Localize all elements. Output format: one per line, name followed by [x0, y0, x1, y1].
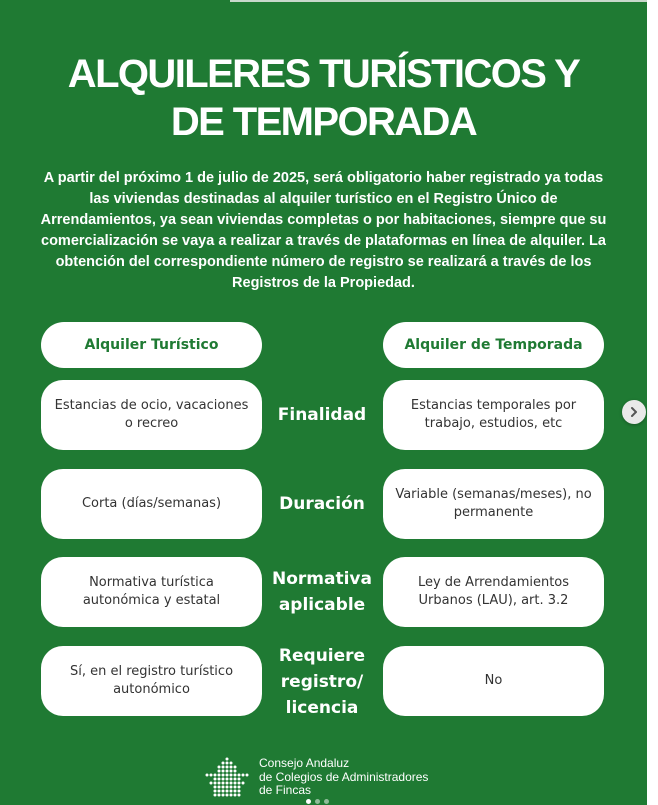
organization-name-line-2: de Colegios de Administradores [259, 769, 429, 784]
intro-paragraph: A partir del próximo 1 de julio de 2025, será obligatorio haber registrado ya todas las viviendas destinadas al alquiler turístico en el Registro Único de Arrendamientos, ya sean viviendas completas o por habitaciones, siempre que su comercialización se vaya a realizar a través de plataformas en línea de alquiler. La obtención del correspondiente número de registro se realizará a través de los Registros de la Propiedad. [40, 170, 607, 291]
page-title: ALQUILERES TURÍSTICOS Y DE TEMPORADA [67, 52, 580, 144]
cell-tourist-duration: Corta (días/semanas) [41, 469, 262, 539]
chevron-right-icon [628, 406, 640, 418]
carousel-indicator [306, 799, 329, 804]
organization-name [259, 757, 479, 798]
row-label-purpose: Finalidad [277, 405, 367, 425]
cell-tourist-regulation: Normativa turística autonómica y estatal [41, 557, 262, 627]
dotted-building-logo [204, 757, 250, 799]
top-divider [230, 0, 647, 2]
column-header-seasonal: Alquiler de Temporada [383, 322, 604, 368]
cell-seasonal-duration: Variable (semanas/meses), no permanente [383, 469, 604, 539]
column-header-tourist: Alquiler Turístico [41, 322, 262, 368]
cell-seasonal-regulation: Ley de Arrendamientos Urbanos (LAU), art. 3.2 [383, 557, 604, 627]
carousel-dot-2[interactable] [315, 799, 320, 804]
organization-name-line-3: de Fincas [259, 783, 312, 797]
cell-seasonal-purpose: Estancias temporales por trabajo, estudios, etc [383, 380, 604, 450]
next-slide-button[interactable] [622, 400, 646, 424]
carousel-dot-1[interactable] [306, 799, 311, 804]
cell-seasonal-registration: No [383, 646, 604, 716]
organization-name-line-1: Consejo Andaluz [259, 756, 350, 770]
cell-tourist-purpose: Estancias de ocio, vacaciones o recreo [41, 380, 262, 450]
cell-tourist-registration: Sí, en el registro turístico autonómico [41, 646, 262, 716]
row-label-duration: Duración [279, 494, 365, 514]
row-label-regulation: Normativa aplicable [272, 569, 372, 615]
row-label-registration: Requiere registro/ licencia [278, 646, 366, 718]
carousel-dot-3[interactable] [324, 799, 329, 804]
